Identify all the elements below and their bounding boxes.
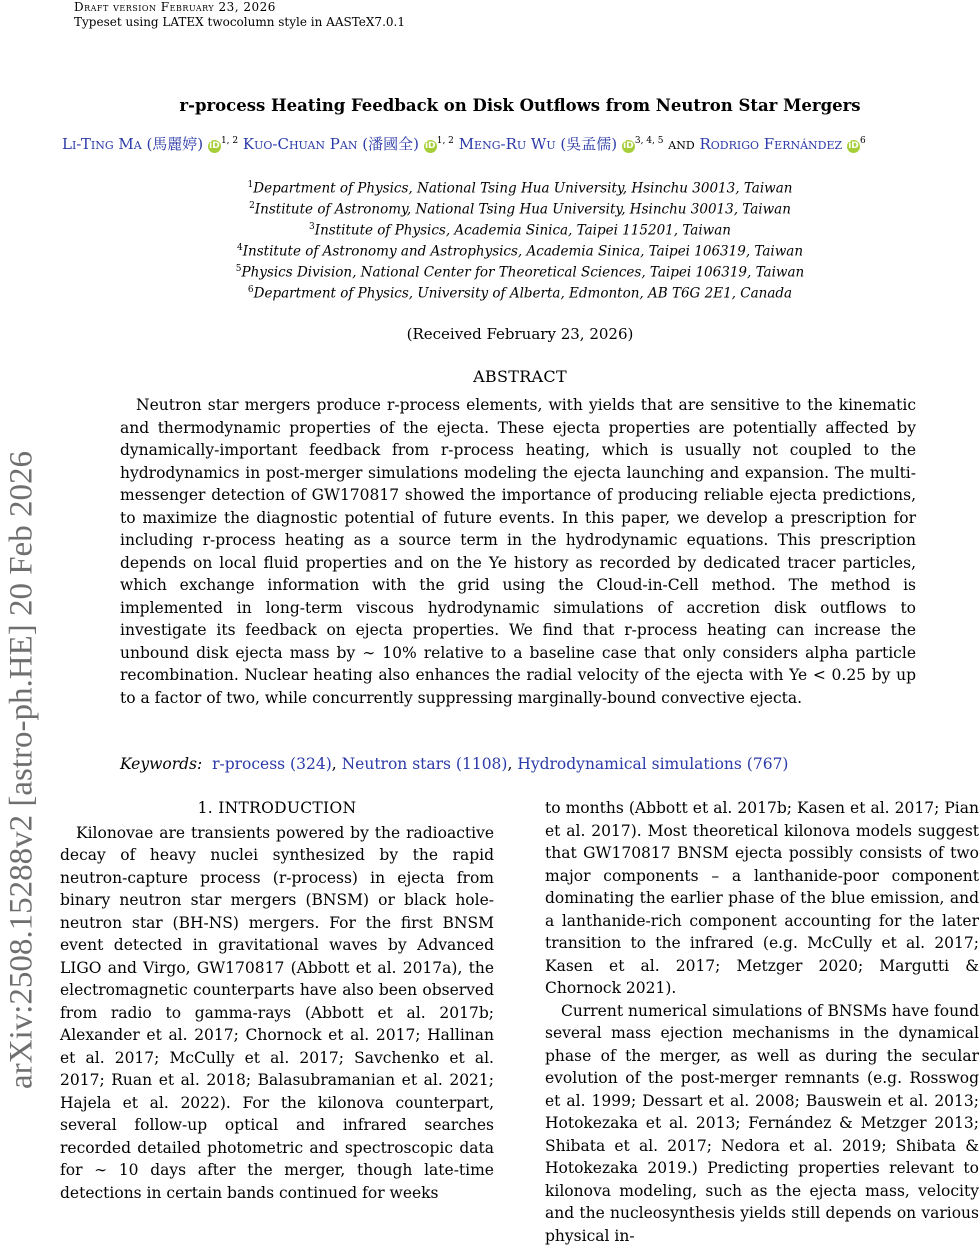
received-date: (Received February 23, 2026) [0, 325, 980, 343]
left-column [60, 797, 494, 1204]
affiliation-number: 5 [236, 264, 242, 274]
author-affil-marks: 1, 2 [221, 136, 238, 146]
author-name[interactable]: Rodrigo Fernández [699, 135, 842, 153]
author-name[interactable]: Li-Ting Ma (馬麗婷) [62, 135, 203, 153]
author-conjunction: and [668, 135, 694, 153]
affiliation-number: 3 [309, 222, 315, 232]
author-name[interactable]: Meng-Ru Wu (吳孟儒) [459, 135, 617, 153]
affiliation-text: Department of Physics, University of Alberta, Edmonton, AB T6G 2E1, Canada [254, 286, 792, 302]
affiliation-number: 6 [248, 285, 254, 295]
affiliation [0, 222, 980, 239]
affiliation-text: Institute of Astronomy and Astrophysics, Academia Sinica, Taipei 106319, Taiwan [243, 244, 803, 260]
orcid-icon[interactable]: iD [847, 140, 860, 153]
intro-paragraph-1-cont: to months (Abbott et al. 2017b; Kasen et al. 2017; Pian et al. 2017). Most theoretical kilonova models suggest that GW170817 BNSM ejecta possibly consists of two major components – a lanthanide-poor component dominating the earlier phase of the blue emission, and a lanthanide-rich component accounting for the later transition to the infrared (e.g. McCully et al. 2017; Kasen et al. 2017; Metzger 2020; Margutti & Chornock 2021). [545, 797, 979, 1000]
intro-paragraph-1: Kilonovae are transients powered by the radioactive decay of heavy nuclei synthesized by the rapid neutron-capture process (r-process) in ejecta from binary neutron star mergers (BNSM) or black hole-neutron star (BH-NS) mergers. For the first BNSM event detected in gravitational waves by Advanced LIGO and Virgo, GW170817 (Abbott et al. 2017a), the electromagnetic counterparts have also been observed from radio to gamma-rays (Abbott et al. 2017b; Alexander et al. 2017; Chornock et al. 2017; Hallinan et al. 2017; McCully et al. 2017; Savchenko et al. 2017; Ruan et al. 2018; Balasubramanian et al. 2021; Hajela et al. 2022). For the kilonova counterpart, several follow-up optical and infrared searches recorded detailed photometric and spectroscopic data for ∼ 10 days after the merger, though late-time detections in certain bands continued for weeks [60, 822, 494, 1205]
author-affil-marks: 3, 4, 5 [635, 136, 664, 146]
author-affil-marks: 1, 2 [437, 136, 454, 146]
running-header-typeset: Typeset using LATEX twocolumn style in AASTeX7.0.1 [74, 15, 405, 29]
keywords-line: Keywords: r-process (324), Neutron stars (1108), Hydrodynamical simulations (767) [120, 755, 788, 773]
keyword-link[interactable]: Hydrodynamical simulations (767) [517, 755, 788, 773]
affiliation-text: Institute of Physics, Academia Sinica, Taipei 115201, Taiwan [315, 223, 731, 239]
author-affil-marks: 6 [860, 136, 866, 146]
running-header-draft: Draft version February 23, 2026 [74, 0, 276, 14]
affiliation-number: 2 [249, 201, 255, 211]
keyword-link[interactable]: r-process (324) [212, 755, 332, 773]
abstract-text: Neutron star mergers produce r-process elements, with yields that are sensitive to the kinematic and thermodynamic properties of the ejecta. These ejecta properties are potentially affected by dynamically-important feedback from r-process heating, which is usually not coupled to the hydrodynamics in post-merger simulations modeling the ejecta launching and expansion. The multi-messenger detection of GW170817 showed the importance of producing reliable ejecta predictions, to maximize the diagnostic potential of future events. In this paper, we develop a prescription for including r-process heating as a source term in the hydrodynamic equations. This prescription depends on local fluid properties and on the Ye history as recorded by dedicated tracer particles, which exchange information with the grid using the Cloud-in-Cell method. The method is implemented in long-term viscous hydrodynamic simulations of accretion disk outflows to investigate its feedback on ejecta properties. We find that r-process heating can increase the unbound disk ejecta mass by ∼ 10% relative to a baseline case that only considers alpha particle recombination. Nuclear heating also enhances the radial velocity of the ejecta with Ye < 0.25 by up to a factor of two, while concurrently suppressing marginally-bound convective ejecta. [120, 394, 916, 709]
orcid-icon[interactable]: iD [424, 140, 437, 153]
affiliation-text: Department of Physics, National Tsing Hua University, Hsinchu 30013, Taiwan [253, 181, 792, 197]
keyword-link[interactable]: Neutron stars (1108) [342, 755, 508, 773]
section-title: 1. INTRODUCTION [60, 797, 494, 820]
orcid-icon[interactable]: iD [622, 140, 635, 153]
author-name[interactable]: Kuo-Chuan Pan (潘國全) [243, 135, 419, 153]
right-column [545, 797, 979, 1247]
arxiv-identifier[interactable]: arXiv:2508.15288v2 [astro-ph.HE] 20 Feb 2026 [4, 451, 41, 1089]
affiliation-number: 4 [237, 243, 243, 253]
affiliation-number: 1 [248, 180, 254, 190]
abstract-heading: ABSTRACT [0, 367, 980, 386]
affiliation [0, 264, 980, 281]
orcid-icon[interactable]: iD [208, 140, 221, 153]
author-list [62, 133, 866, 154]
affiliation-text: Institute of Astronomy, National Tsing Hua University, Hsinchu 30013, Taiwan [255, 202, 791, 218]
affiliation-text: Physics Division, National Center for Theoretical Sciences, Taipei 106319, Taiwan [242, 265, 805, 281]
affiliation [0, 243, 980, 260]
keywords-label: Keywords: [120, 755, 202, 773]
affiliation [0, 180, 980, 197]
affiliation [0, 201, 980, 218]
affiliation [0, 285, 980, 302]
intro-paragraph-2: Current numerical simulations of BNSMs have found several mass ejection mechanisms in the dynamical phase of the merger, as well as during the secular evolution of the post-merger remnants (e.g. Rosswog et al. 1999; Dessart et al. 2008; Bauswein et al. 2013; Hotokezaka et al. 2013; Fernández & Metzger 2013; Shibata et al. 2017; Nedora et al. 2019; Shibata & Hotokezaka 2019.) Predicting properties relevant to kilonova modeling, such as the ejecta mass, velocity and the nucleosynthesis yields still depends on various physical in- [545, 1000, 979, 1247]
paper-title: r-process Heating Feedback on Disk Outflows from Neutron Star Mergers [0, 96, 980, 115]
